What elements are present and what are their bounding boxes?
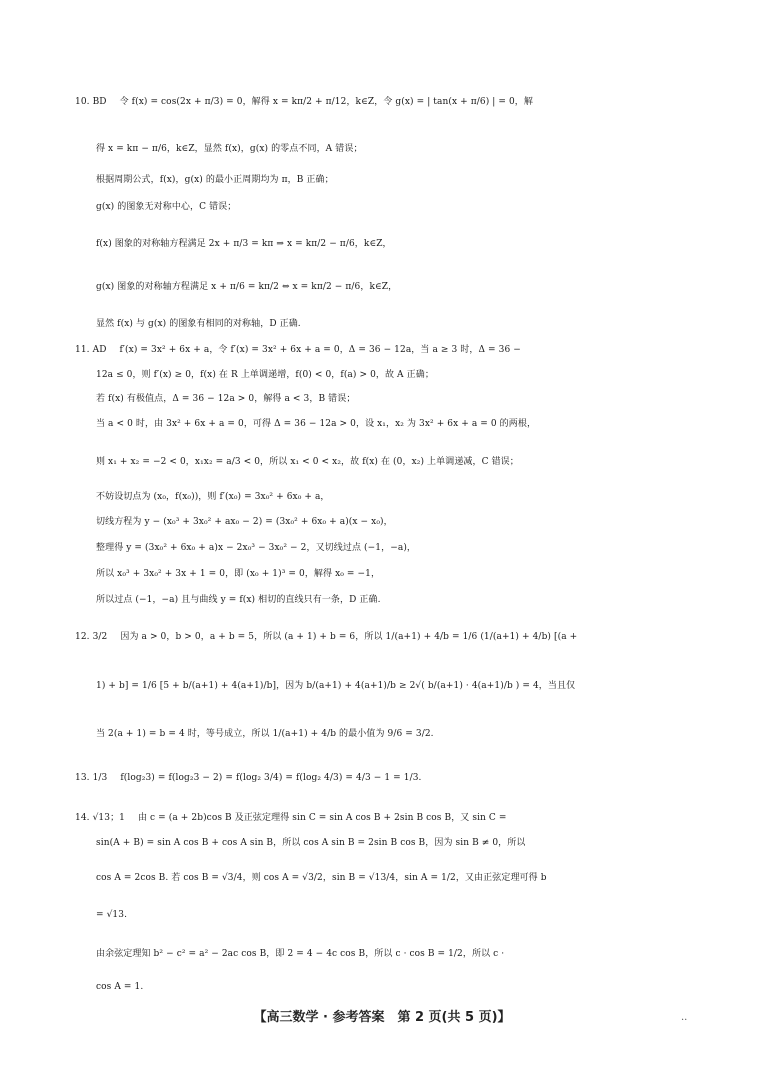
answer-key: 1/3 xyxy=(92,773,108,783)
solution-line: 当 a < 0 时，由 3x² + 6x + a = 0，可得 Δ = 36 − 12a > 0，设 x₁，x₂ 为 3x² + 6x + a = 0 的两根， xyxy=(96,419,537,429)
solution-line: f′(x) = 3x² + 6x + a，令 f′(x) = 3x² + 6x + a = 0，Δ = 36 − 12a，当 a ≥ 3 时，Δ = 36 − xyxy=(119,345,521,355)
solution-line: 由余弦定理知 b² − c² = a² − 2ac cos B，即 2 = 4 − 4c cos B，所以 c · cos B = 1/2，所以 c · xyxy=(96,949,505,959)
question-number: 11. xyxy=(75,345,90,355)
solution-line: 12a ≤ 0，则 f′(x) ≥ 0，f(x) 在 R 上单调递增，f(0) < 0，f(a) > 0，故 A 正确； xyxy=(96,370,434,380)
solution-line: g(x) 图象的对称轴方程满足 x + π/6 = kπ/2 ⇔ x = kπ/2 − π/6，k∈Z， xyxy=(96,282,398,292)
solution-line: 根据周期公式，f(x)，g(x) 的最小正周期均为 π，B 正确； xyxy=(96,175,334,185)
solution-line: sin(A + B) = sin A cos B + cos A sin B，所以 cos A sin B = 2sin B cos B，因为 sin B ≠ 0，所以 xyxy=(96,838,526,848)
solution-line: 若 f(x) 有极值点，Δ = 36 − 12a > 0，解得 a < 3，B 错误； xyxy=(96,394,356,404)
solution-line: f(x) 图象的对称轴方程满足 2x + π/3 = kπ ⇒ x = kπ/2 − π/6，k∈Z， xyxy=(96,239,392,249)
solution-line: 所以 x₀³ + 3x₀² + 3x + 1 = 0，即 (x₀ + 1)³ = 0，解得 x₀ = −1， xyxy=(96,569,381,579)
question-number: 14. xyxy=(75,813,90,823)
solution-line: 得 x = kπ − π/6，k∈Z，显然 f(x)，g(x) 的零点不同，A 错误； xyxy=(96,144,363,154)
answer-key: AD xyxy=(92,345,107,355)
answer-key: √13；1 xyxy=(92,813,126,823)
solution-line: f(log₂3) = f(log₂3 − 2) = f(log₂ 3/4) = f(log₂ 4/3) = 4/3 − 1 = 1/3. xyxy=(120,773,422,783)
solution-line: 所以过点 (−1，−a) 且与曲线 y = f(x) 相切的直线只有一条，D 正确. xyxy=(96,595,381,605)
solution-line: 令 f(x) = cos(2x + π/3) = 0，解得 x = kπ/2 + π/12，k∈Z，令 g(x) = | tan(x + π/6) | = 0，解 xyxy=(119,97,534,107)
solution-line: g(x) 的图象无对称中心，C 错误； xyxy=(96,202,237,212)
solution-line: 则 x₁ + x₂ = −2 < 0，x₁x₂ = a/3 < 0，所以 x₁ < 0 < x₂，故 f(x) 在 (0，x₂) 上单调递减，C 错误； xyxy=(96,457,519,467)
solution-line: cos A = 2cos B. 若 cos B = √3/4，则 cos A = √3/2，sin B = √13/4，sin A = 1/2，又由正弦定理可得 b xyxy=(96,873,547,883)
solution-line: 显然 f(x) 与 g(x) 的图象有相同的对称轴，D 正确. xyxy=(96,319,301,329)
solution-line: 1) + b] = 1/6 [5 + b/(a+1) + 4(a+1)/b]，因为 b/(a+1) + 4(a+1)/b ≥ 2√( b/(a+1) · 4(a+1)/b ) = 4，当且仅 xyxy=(96,681,576,691)
solution-line: 当 2(a + 1) = b = 4 时，等号成立，所以 1/(a+1) + 4/b 的最小值为 9/6 = 3/2. xyxy=(96,729,434,739)
solution-line: 因为 a > 0，b > 0，a + b = 5，所以 (a + 1) + b = 6，所以 1/(a+1) + 4/b = 1/6 (1/(a+1) + 4/b) [(a + xyxy=(120,632,578,642)
solution-line: 由 c = (a + 2b)cos B 及正弦定理得 sin C = sin A cos B + 2sin B cos B，又 sin C = xyxy=(137,813,507,823)
answer-key: 3/2 xyxy=(92,632,108,642)
page-footer: 【高三数学 · 参考答案 第 2 页(共 5 页)】 xyxy=(253,1010,511,1025)
solution-line: 切线方程为 y − (x₀³ + 3x₀² + ax₀ − 2) = (3x₀² + 6x₀ + a)(x − x₀)， xyxy=(96,517,393,527)
solution-line: cos A = 1. xyxy=(96,982,144,992)
corner-mark: .. xyxy=(681,1012,688,1023)
solution-line: 不妨设切点为 (x₀，f(x₀))，则 f′(x₀) = 3x₀² + 6x₀ + a， xyxy=(96,492,330,502)
question-number: 12. xyxy=(75,632,90,642)
answer-key: BD xyxy=(92,97,107,107)
solution-line: = √13. xyxy=(96,910,128,920)
question-number: 13. xyxy=(75,773,90,783)
question-number: 10. xyxy=(75,97,90,107)
solution-line: 整理得 y = (3x₀² + 6x₀ + a)x − 2x₀³ − 3x₀² − 2，又切线过点 (−1，−a)， xyxy=(96,543,417,553)
